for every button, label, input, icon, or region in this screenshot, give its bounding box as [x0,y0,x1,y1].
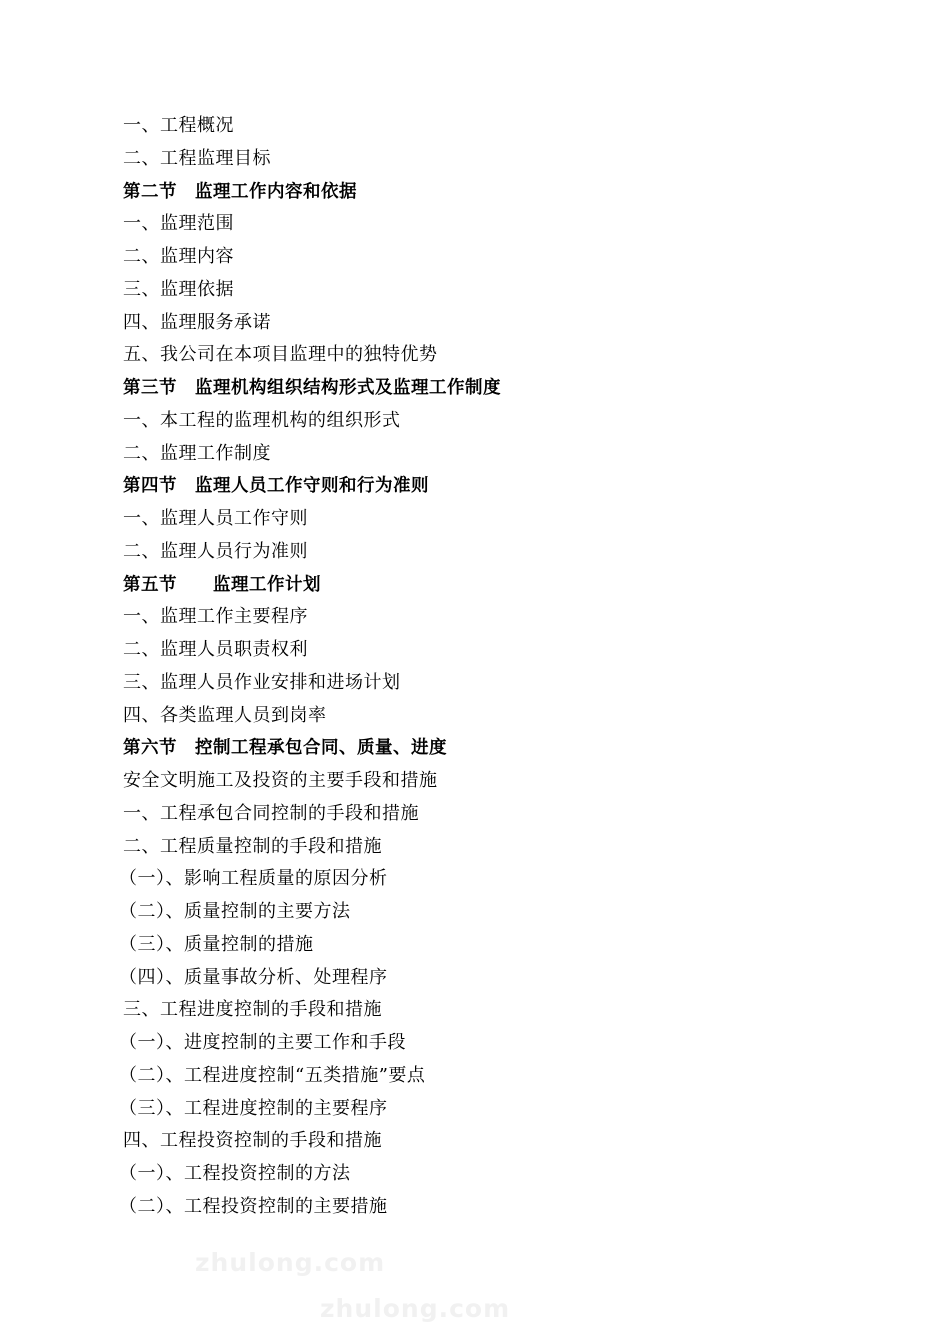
toc-entry: （三）、质量控制的措施 [119,933,314,955]
section-heading: 第三节 监理机构组织结构形式及监理工作制度 [123,378,501,398]
toc-entry: 五、我公司在本项目监理中的独特优势 [123,344,438,366]
table-of-contents [119,110,883,1224]
section-heading: 第二节 监理工作内容和依据 [123,181,357,202]
toc-entry: （三）、工程进度控制的主要程序 [119,1097,388,1119]
toc-entry: （一）、影响工程质量的原因分析 [119,868,388,890]
toc-entry: 一、监理范围 [123,213,234,235]
toc-entry: 四、工程投资控制的手段和措施 [123,1130,382,1152]
toc-entry: 四、监理服务承诺 [123,311,271,333]
watermark-text: zhulong.com [320,1294,511,1323]
toc-entry: 一、监理工作主要程序 [123,606,308,628]
toc-entry: （二）、质量控制的主要方法 [119,901,351,922]
toc-entry: 一、本工程的监理机构的组织形式 [123,409,401,431]
toc-entry: （一）、进度控制的主要工作和手段 [119,1032,406,1053]
toc-entry: 一、监理人员工作守则 [123,508,308,529]
toc-entry: 二、工程质量控制的手段和措施 [123,835,382,857]
watermark-text: zhulong.com [195,1248,386,1277]
toc-entry: 三、工程进度控制的手段和措施 [123,999,382,1021]
toc-entry: 三、监理依据 [123,278,234,300]
toc-entry: 四、各类监理人员到岗率 [123,704,327,726]
section-heading: 第四节 监理人员工作守则和行为准则 [123,476,429,497]
toc-entry: （一）、工程投资控制的方法 [119,1163,351,1184]
toc-entry: 一、工程承包合同控制的手段和措施 [123,802,419,824]
toc-entry: 二、监理人员职责权利 [123,639,308,660]
toc-entry: （二）、工程投资控制的主要措施 [119,1195,388,1217]
toc-entry: （四）、质量事故分析、处理程序 [119,966,388,988]
toc-entry: （二）、工程进度控制“五类措施”要点 [119,1064,426,1086]
section-heading: 第五节 监理工作计划 [123,574,321,595]
toc-entry: 二、工程监理目标 [123,147,271,169]
toc-entry: 二、监理内容 [123,246,234,267]
toc-entry: 二、监理工作制度 [123,442,271,464]
section-heading: 第六节 控制工程承包合同、质量、进度 [123,738,447,759]
toc-entry: 三、监理人员作业安排和进场计划 [123,671,401,693]
toc-entry: 安全文明施工及投资的主要手段和措施 [123,770,438,791]
toc-entry: 二、监理人员行为准则 [123,540,308,562]
toc-entry: 一、工程概况 [123,115,234,136]
